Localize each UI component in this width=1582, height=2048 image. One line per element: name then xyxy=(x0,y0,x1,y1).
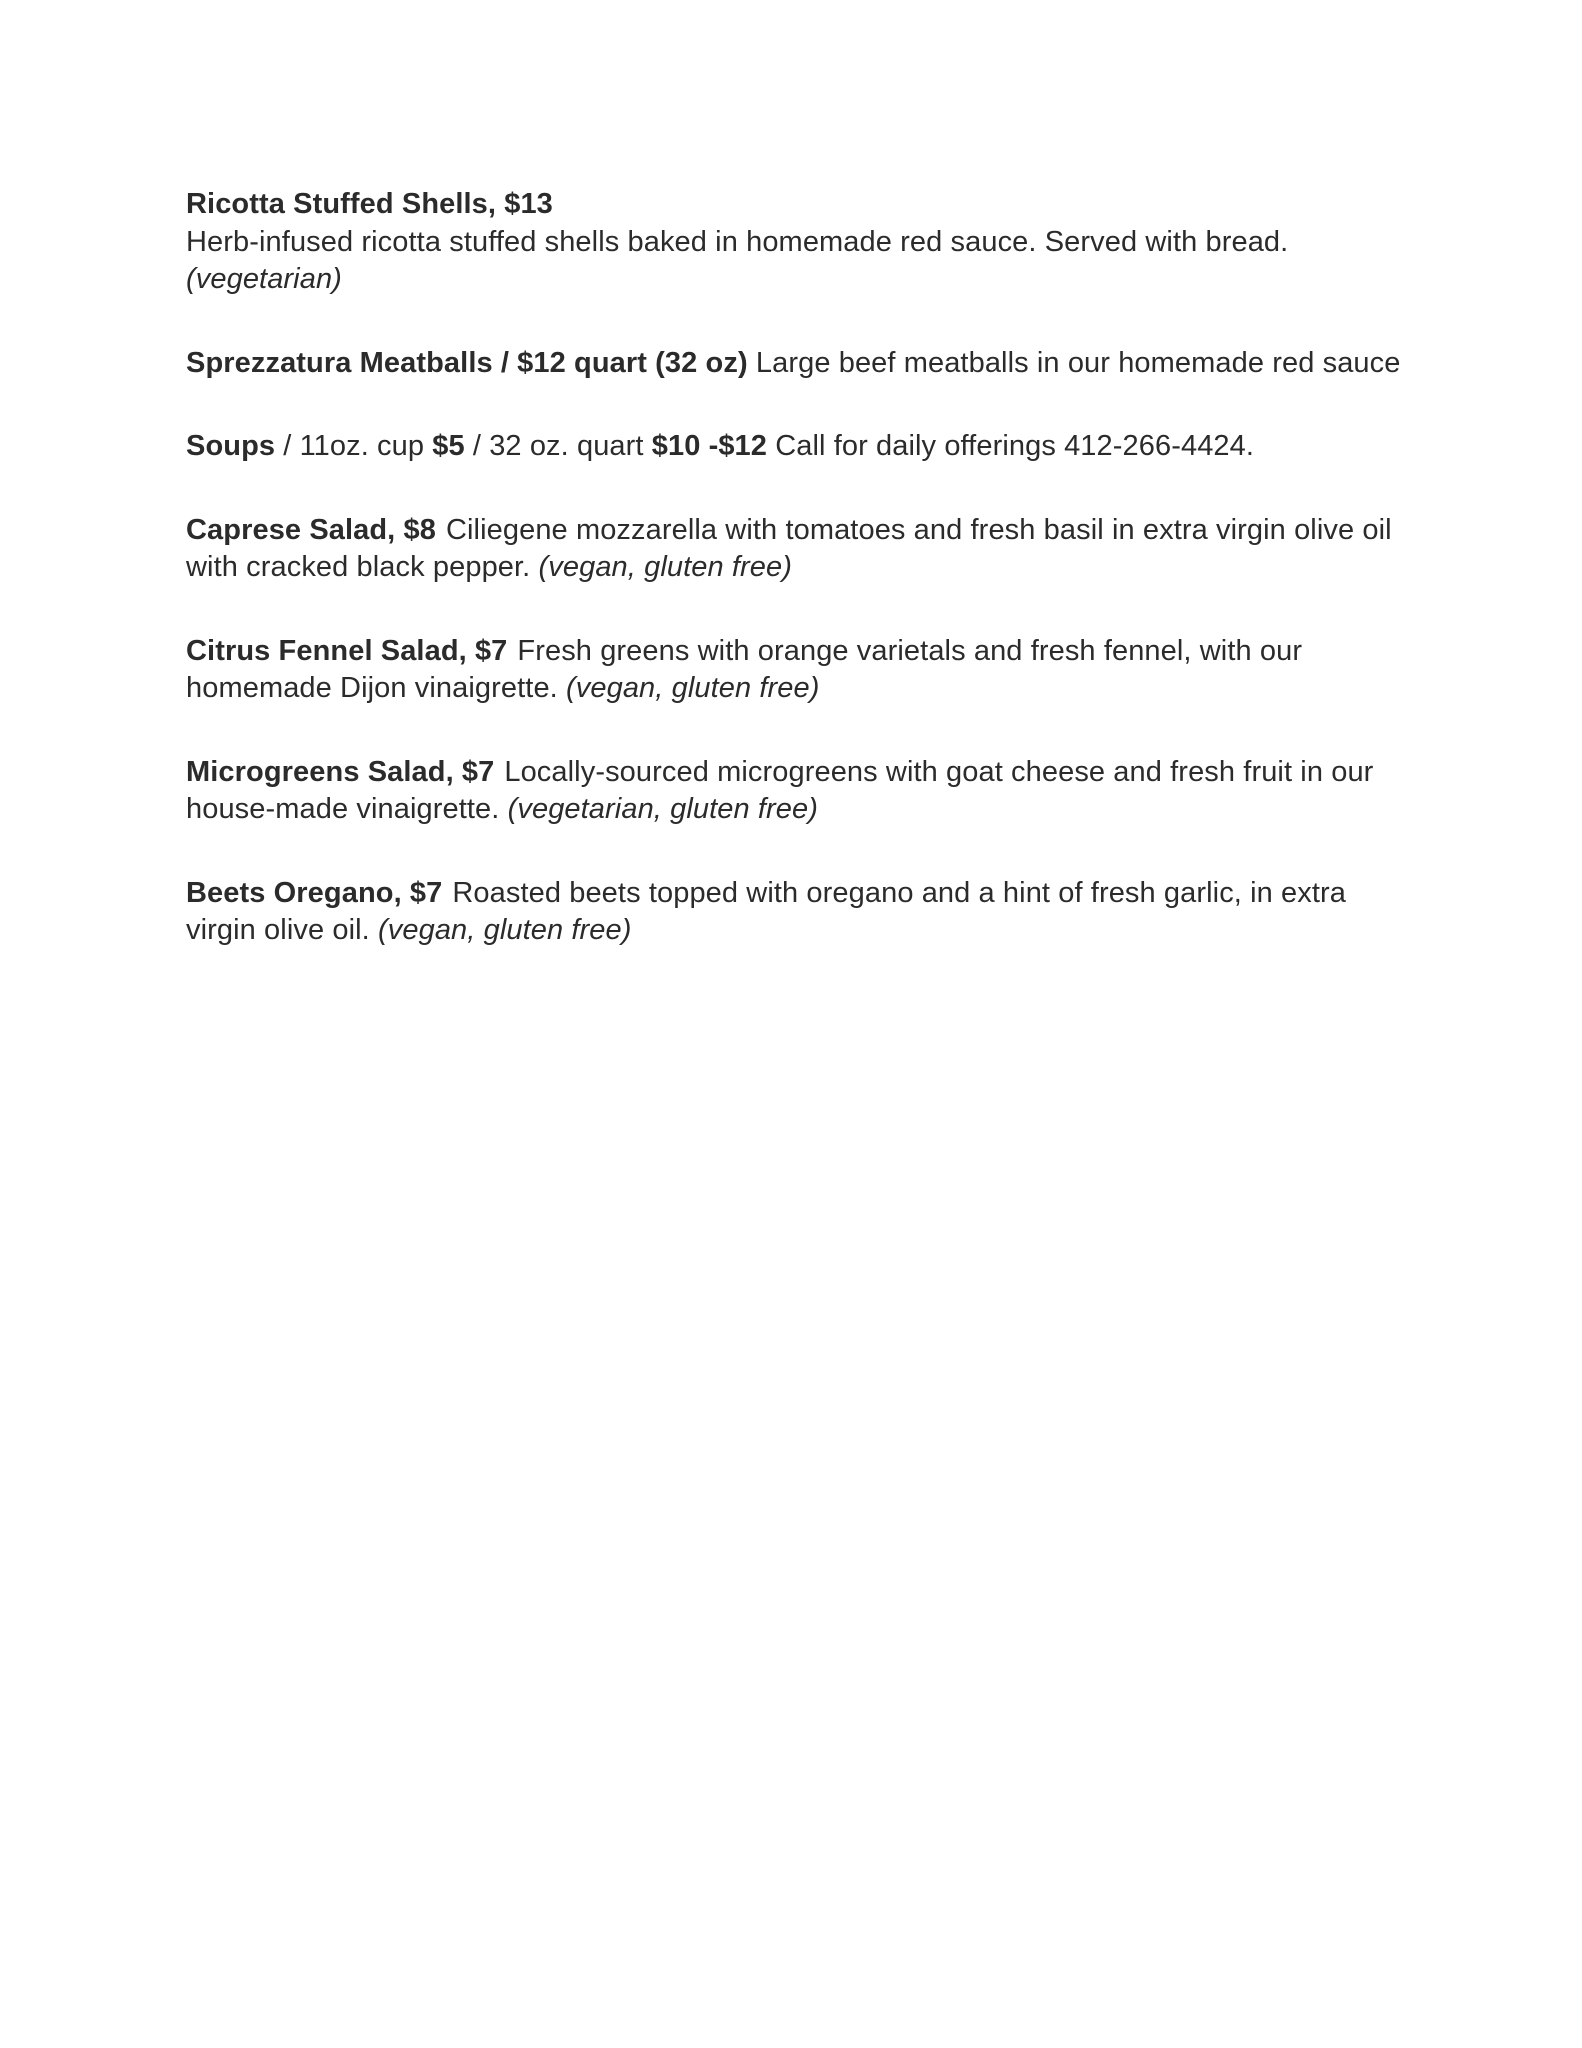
item-description: Call for daily offerings 412-266-4424. xyxy=(775,430,1255,462)
item-tags: (vegetarian, gluten free) xyxy=(507,793,819,825)
item-name: Beets Oregano, $7 xyxy=(186,876,443,909)
menu-item-sprezzatura-meatballs xyxy=(186,345,1406,383)
menu-item-citrus-fennel-salad xyxy=(186,633,1406,708)
menu-item-microgreens-salad xyxy=(186,754,1406,829)
item-name: Soups xyxy=(186,430,276,462)
item-price-cup: $5 xyxy=(432,430,465,462)
menu-item-ricotta-stuffed-shells xyxy=(186,186,1406,299)
item-name: Microgreens Salad, $7 xyxy=(186,755,495,788)
menu-item-beets-oregano xyxy=(186,875,1406,950)
item-name: Citrus Fennel Salad, $7 xyxy=(186,634,508,667)
menu-page xyxy=(186,186,1406,996)
item-description: Locally-sourced microgreens with goat cheese and fresh fruit in our house-made vinaigrette. xyxy=(186,755,1374,825)
item-size-cup: / 11oz. cup xyxy=(275,430,433,462)
item-description: Ciliegene mozzarella with tomatoes and fresh basil in extra virgin olive oil with cracked black pepper. xyxy=(186,513,1392,583)
item-tags: (vegan, gluten free) xyxy=(566,672,820,704)
item-tags: (vegan, gluten free) xyxy=(378,914,632,946)
item-name: Sprezzatura Meatballs / $12 quart (32 oz) xyxy=(186,346,748,379)
menu-item-soups xyxy=(186,428,1406,466)
item-tags: (vegan, gluten free) xyxy=(538,551,792,583)
item-description: Fresh greens with orange varietals and fresh fennel, with our homemade Dijon vinaigrette. xyxy=(186,634,1303,704)
item-name: Ricotta Stuffed Shells, $13 xyxy=(186,188,553,220)
item-description: Large beef meatballs in our homemade red sauce xyxy=(755,346,1401,379)
item-price-quart: $10 -$12 xyxy=(651,430,768,462)
item-description: Herb-infused ricotta stuffed shells baked in homemade red sauce. Served with bread. xyxy=(186,225,1289,258)
item-description: Roasted beets topped with oregano and a hint of fresh garlic, in extra virgin olive oil. xyxy=(186,876,1347,946)
item-tags: (vegetarian) xyxy=(186,263,342,295)
menu-item-caprese-salad xyxy=(186,512,1406,587)
item-size-quart: / 32 oz. quart xyxy=(464,430,652,462)
item-name: Caprese Salad, $8 xyxy=(186,513,436,546)
